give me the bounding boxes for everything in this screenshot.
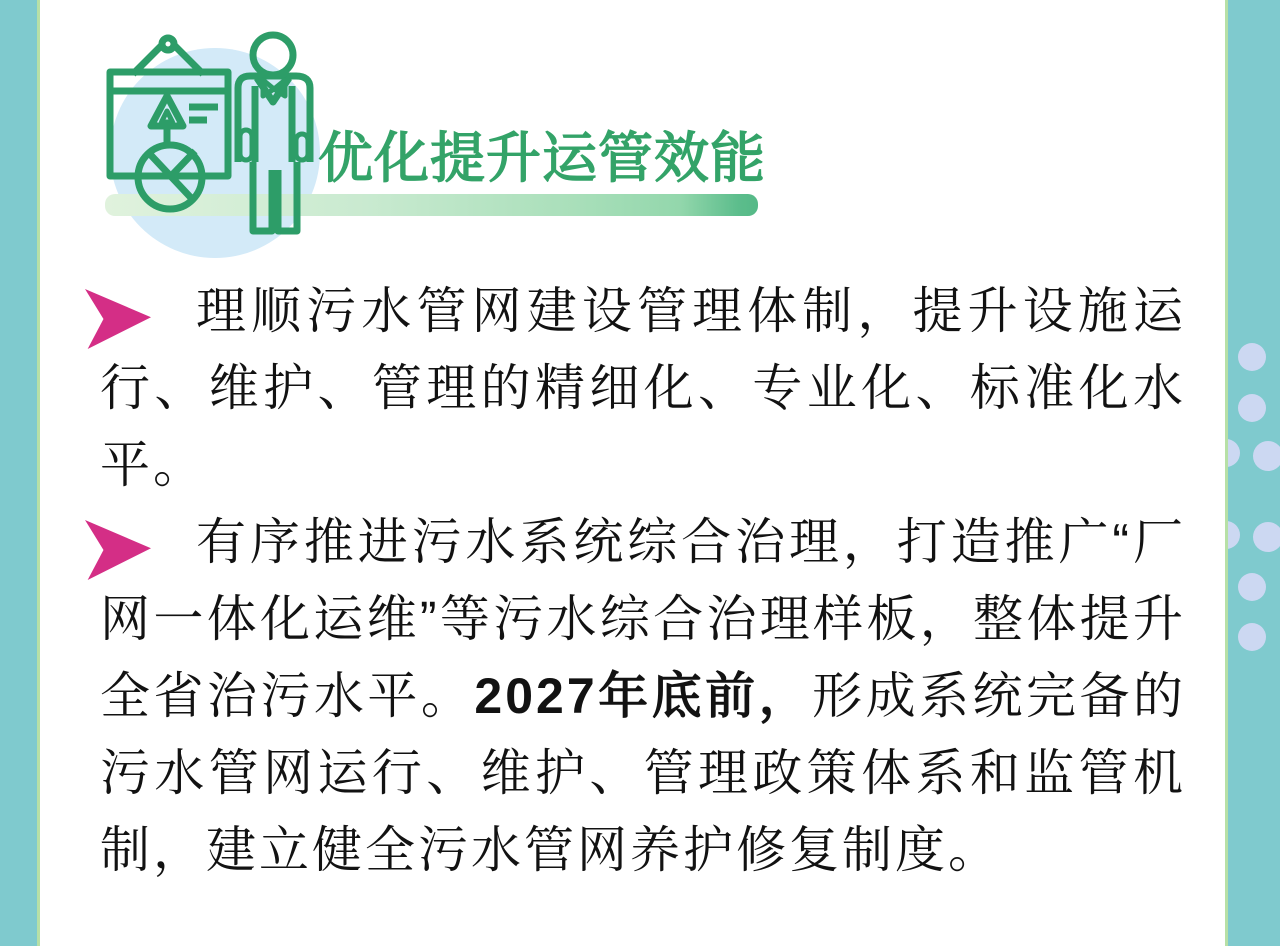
polka-dot [1238,394,1266,422]
right-border-band [1225,0,1280,946]
paragraph-text: 有序推进污水系统综合治理，打造推广“厂网一体化运维”等污水综合治理样板，整体提升全省治污水平。 [100,514,1186,724]
polka-dot [1238,343,1266,371]
polka-dot [1225,521,1240,549]
bullet-paragraph-2 [100,504,1186,889]
polka-dot [1253,522,1280,552]
polka-dot [1225,439,1240,467]
paragraph-text: 理顺污水管网建设管理体制，提升设施运行、维护、管理的精细化、专业化、标准化水平。 [100,283,1186,493]
left-border-band [0,0,40,946]
polka-dot [1253,441,1280,471]
page-title: 优化提升运管效能 [318,127,767,189]
bullet-paragraph-1 [100,273,1186,504]
polka-dot [1238,573,1266,601]
body-text-block [100,273,1186,889]
arrow-right-bullet-icon [85,289,151,349]
polka-dot [1238,623,1266,651]
paragraph-text: 形成系统完备的污水管网运行、维护、管理政策体系和监管机制，建立健全污水管网养护修复制度。 [100,668,1187,878]
presentation-chart-person-icon [95,30,325,262]
arrow-right-bullet-icon [85,520,151,580]
paragraph-bold-text: 2027年底前， [474,668,813,724]
